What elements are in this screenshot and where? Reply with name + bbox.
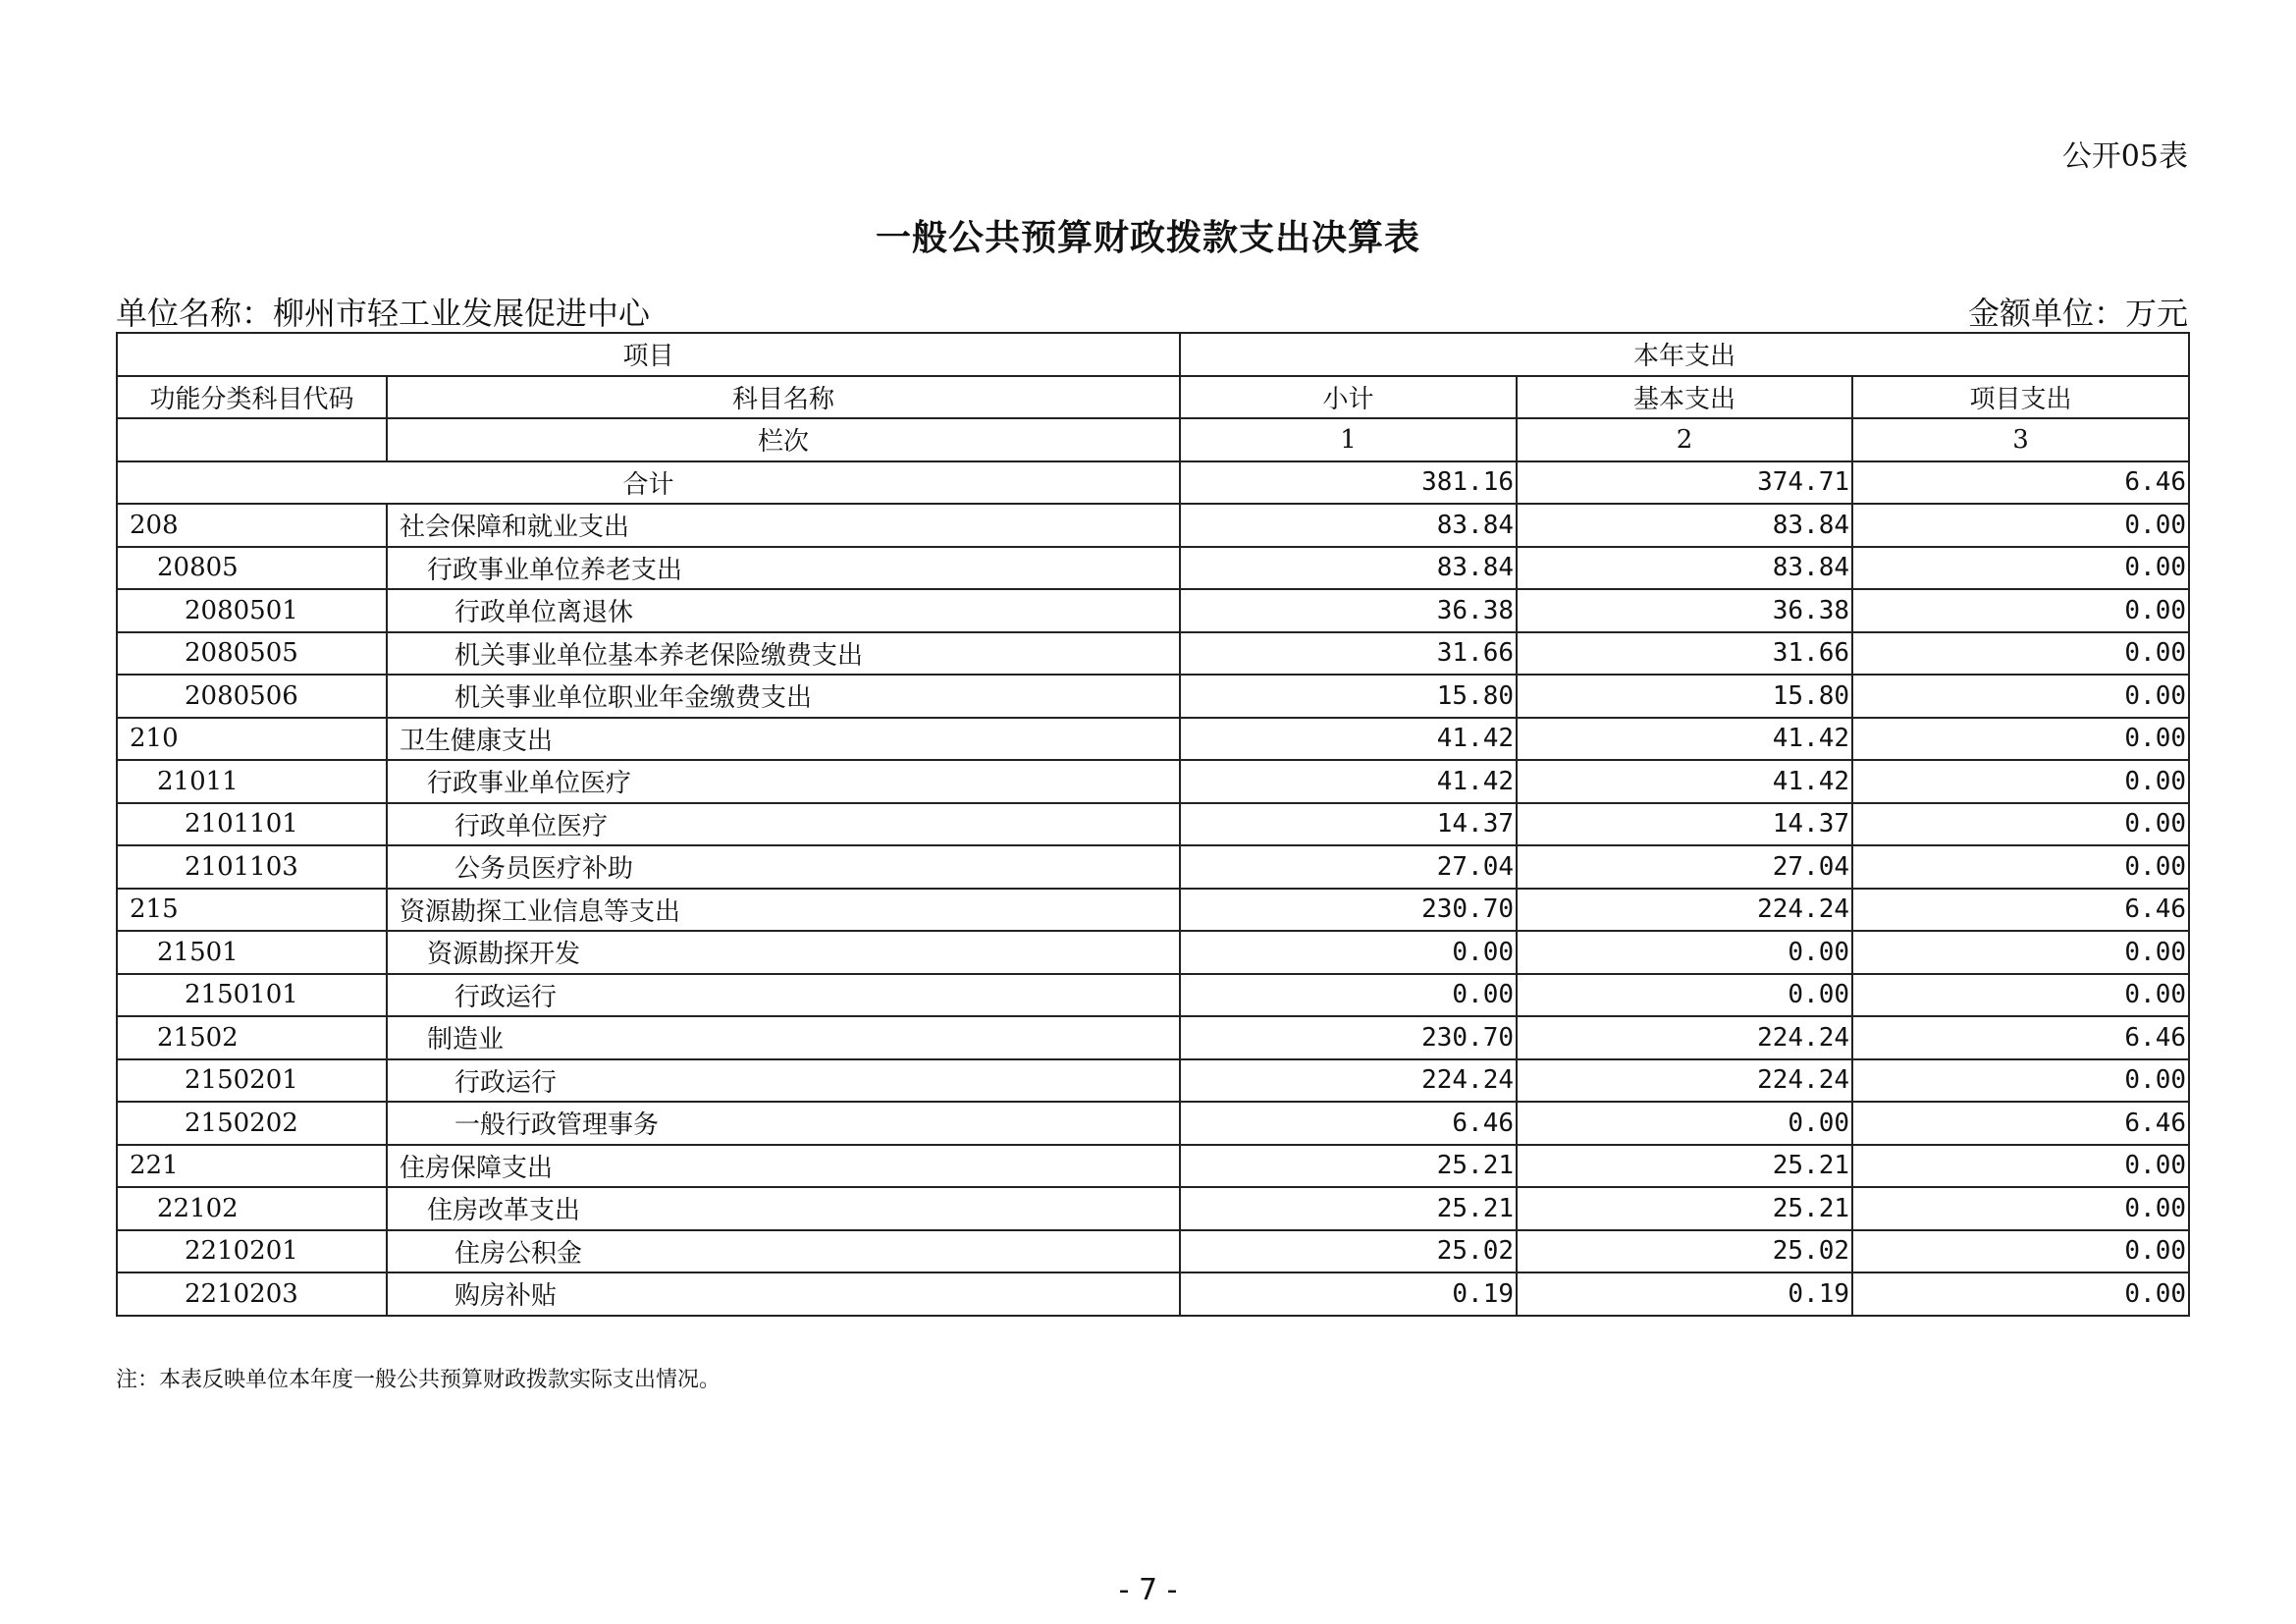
- row-code: 2150101: [117, 974, 387, 1017]
- amount-unit: 金额单位：万元: [1967, 295, 2188, 332]
- row-code: 22102: [117, 1187, 387, 1230]
- total-row: [117, 461, 2189, 505]
- row-basic: 224.24: [1517, 1016, 1852, 1059]
- row-subtotal: 41.42: [1180, 760, 1517, 803]
- row-name: 行政单位医疗: [387, 803, 1180, 846]
- row-project: 6.46: [1852, 1016, 2189, 1059]
- row-project: 0.00: [1852, 675, 2189, 718]
- row-basic: 0.00: [1517, 1102, 1852, 1145]
- row-basic: 41.42: [1517, 718, 1852, 761]
- row-name: 行政单位离退休: [387, 589, 1180, 632]
- row-subtotal: 31.66: [1180, 632, 1517, 676]
- row-basic: 15.80: [1517, 675, 1852, 718]
- row-project: 0.00: [1852, 974, 2189, 1017]
- row-basic: 31.66: [1517, 632, 1852, 676]
- row-subtotal: 25.21: [1180, 1187, 1517, 1230]
- row-basic: 83.84: [1517, 504, 1852, 547]
- row-subtotal: 0.19: [1180, 1272, 1517, 1316]
- table-row: [117, 803, 2189, 846]
- row-project: 0.00: [1852, 547, 2189, 590]
- header-column-order: 栏次: [387, 418, 1180, 461]
- header-subtotal: 小计: [1180, 376, 1517, 419]
- row-basic: 25.02: [1517, 1230, 1852, 1273]
- table-row: [117, 632, 2189, 676]
- total-subtotal: 381.16: [1180, 461, 1517, 505]
- row-project: 0.00: [1852, 718, 2189, 761]
- row-project: 0.00: [1852, 1272, 2189, 1316]
- row-basic: 0.00: [1517, 931, 1852, 974]
- table-row: [117, 1016, 2189, 1059]
- header-project: 项目: [117, 333, 1180, 376]
- row-project: 0.00: [1852, 632, 2189, 676]
- row-basic: 25.21: [1517, 1187, 1852, 1230]
- total-basic: 374.71: [1517, 461, 1852, 505]
- row-project: 0.00: [1852, 931, 2189, 974]
- table-row: [117, 675, 2189, 718]
- row-code: 208: [117, 504, 387, 547]
- row-name: 机关事业单位基本养老保险缴费支出: [387, 632, 1180, 676]
- row-project: 0.00: [1852, 1230, 2189, 1273]
- row-project: 0.00: [1852, 589, 2189, 632]
- row-code: 2210201: [117, 1230, 387, 1273]
- row-name: 资源勘探工业信息等支出: [387, 889, 1180, 932]
- row-subtotal: 15.80: [1180, 675, 1517, 718]
- table-row: [117, 760, 2189, 803]
- row-subtotal: 230.70: [1180, 1016, 1517, 1059]
- row-basic: 224.24: [1517, 889, 1852, 932]
- table-row: [117, 974, 2189, 1017]
- row-name: 行政事业单位医疗: [387, 760, 1180, 803]
- row-project: 0.00: [1852, 760, 2189, 803]
- row-project: 0.00: [1852, 1145, 2189, 1188]
- row-subtotal: 230.70: [1180, 889, 1517, 932]
- table-note: 注：本表反映单位本年度一般公共预算财政拨款实际支出情况。: [116, 1368, 721, 1392]
- row-subtotal: 0.00: [1180, 974, 1517, 1017]
- row-project: 0.00: [1852, 1187, 2189, 1230]
- row-name: 社会保障和就业支出: [387, 504, 1180, 547]
- row-project: 6.46: [1852, 889, 2189, 932]
- row-code: 2080505: [117, 632, 387, 676]
- row-code: 210: [117, 718, 387, 761]
- row-name: 资源勘探开发: [387, 931, 1180, 974]
- table-row: [117, 547, 2189, 590]
- header-project-exp: 项目支出: [1852, 376, 2189, 419]
- row-name: 机关事业单位职业年金缴费支出: [387, 675, 1180, 718]
- row-code: 2101103: [117, 845, 387, 889]
- row-name: 一般行政管理事务: [387, 1102, 1180, 1145]
- row-name: 行政运行: [387, 974, 1180, 1017]
- row-basic: 224.24: [1517, 1059, 1852, 1103]
- header-blank: [117, 418, 387, 461]
- row-project: 0.00: [1852, 1059, 2189, 1103]
- row-name: 行政事业单位养老支出: [387, 547, 1180, 590]
- row-project: 0.00: [1852, 504, 2189, 547]
- total-project: 6.46: [1852, 461, 2189, 505]
- page-number: - 7 -: [1118, 1573, 1178, 1607]
- row-subtotal: 83.84: [1180, 547, 1517, 590]
- row-subtotal: 25.02: [1180, 1230, 1517, 1273]
- row-subtotal: 36.38: [1180, 589, 1517, 632]
- form-code: 公开05表: [2061, 139, 2188, 174]
- row-code: 2150201: [117, 1059, 387, 1103]
- row-basic: 25.21: [1517, 1145, 1852, 1188]
- row-basic: 83.84: [1517, 547, 1852, 590]
- row-code: 2210203: [117, 1272, 387, 1316]
- table-row: [117, 718, 2189, 761]
- row-project: 6.46: [1852, 1102, 2189, 1145]
- table-row: [117, 589, 2189, 632]
- table-row: [117, 1059, 2189, 1103]
- row-code: 2080501: [117, 589, 387, 632]
- row-subtotal: 83.84: [1180, 504, 1517, 547]
- table-row: [117, 1102, 2189, 1145]
- row-basic: 27.04: [1517, 845, 1852, 889]
- row-subtotal: 224.24: [1180, 1059, 1517, 1103]
- table-row: [117, 889, 2189, 932]
- row-name: 制造业: [387, 1016, 1180, 1059]
- row-subtotal: 14.37: [1180, 803, 1517, 846]
- header-func-code: 功能分类科目代码: [117, 376, 387, 419]
- row-name: 住房保障支出: [387, 1145, 1180, 1188]
- row-subtotal: 6.46: [1180, 1102, 1517, 1145]
- row-code: 21502: [117, 1016, 387, 1059]
- row-subtotal: 0.00: [1180, 931, 1517, 974]
- row-basic: 36.38: [1517, 589, 1852, 632]
- row-code: 20805: [117, 547, 387, 590]
- row-project: 0.00: [1852, 803, 2189, 846]
- row-name: 行政运行: [387, 1059, 1180, 1103]
- row-name: 住房改革支出: [387, 1187, 1180, 1230]
- header-col3: 3: [1852, 418, 2189, 461]
- header-col2: 2: [1517, 418, 1852, 461]
- row-subtotal: 25.21: [1180, 1145, 1517, 1188]
- row-code: 2080506: [117, 675, 387, 718]
- row-name: 住房公积金: [387, 1230, 1180, 1273]
- table-row: [117, 1272, 2189, 1316]
- row-subtotal: 27.04: [1180, 845, 1517, 889]
- row-name: 公务员医疗补助: [387, 845, 1180, 889]
- table-row: [117, 845, 2189, 889]
- total-label: 合计: [117, 461, 1180, 505]
- page-title: 一般公共预算财政拨款支出决算表: [875, 217, 1420, 258]
- row-code: 21501: [117, 931, 387, 974]
- header-row-2: [117, 376, 2189, 419]
- header-subject-name: 科目名称: [387, 376, 1180, 419]
- header-row-3: [117, 418, 2189, 461]
- table-row: [117, 1230, 2189, 1273]
- row-name: 卫生健康支出: [387, 718, 1180, 761]
- row-name: 购房补贴: [387, 1272, 1180, 1316]
- header-basic: 基本支出: [1517, 376, 1852, 419]
- table-row: [117, 1187, 2189, 1230]
- unit-name: 单位名称：柳州市轻工业发展促进中心: [116, 295, 651, 332]
- table-row: [117, 504, 2189, 547]
- table-row: [117, 931, 2189, 974]
- row-basic: 14.37: [1517, 803, 1852, 846]
- row-code: 2150202: [117, 1102, 387, 1145]
- row-code: 2101101: [117, 803, 387, 846]
- header-current-year: 本年支出: [1180, 333, 2189, 376]
- row-code: 21011: [117, 760, 387, 803]
- row-basic: 0.19: [1517, 1272, 1852, 1316]
- header-row-1: [117, 333, 2189, 376]
- row-code: 215: [117, 889, 387, 932]
- expenditure-table: [116, 332, 2190, 1317]
- row-subtotal: 41.42: [1180, 718, 1517, 761]
- row-code: 221: [117, 1145, 387, 1188]
- row-project: 0.00: [1852, 845, 2189, 889]
- row-basic: 0.00: [1517, 974, 1852, 1017]
- row-basic: 41.42: [1517, 760, 1852, 803]
- header-col1: 1: [1180, 418, 1517, 461]
- table-row: [117, 1145, 2189, 1188]
